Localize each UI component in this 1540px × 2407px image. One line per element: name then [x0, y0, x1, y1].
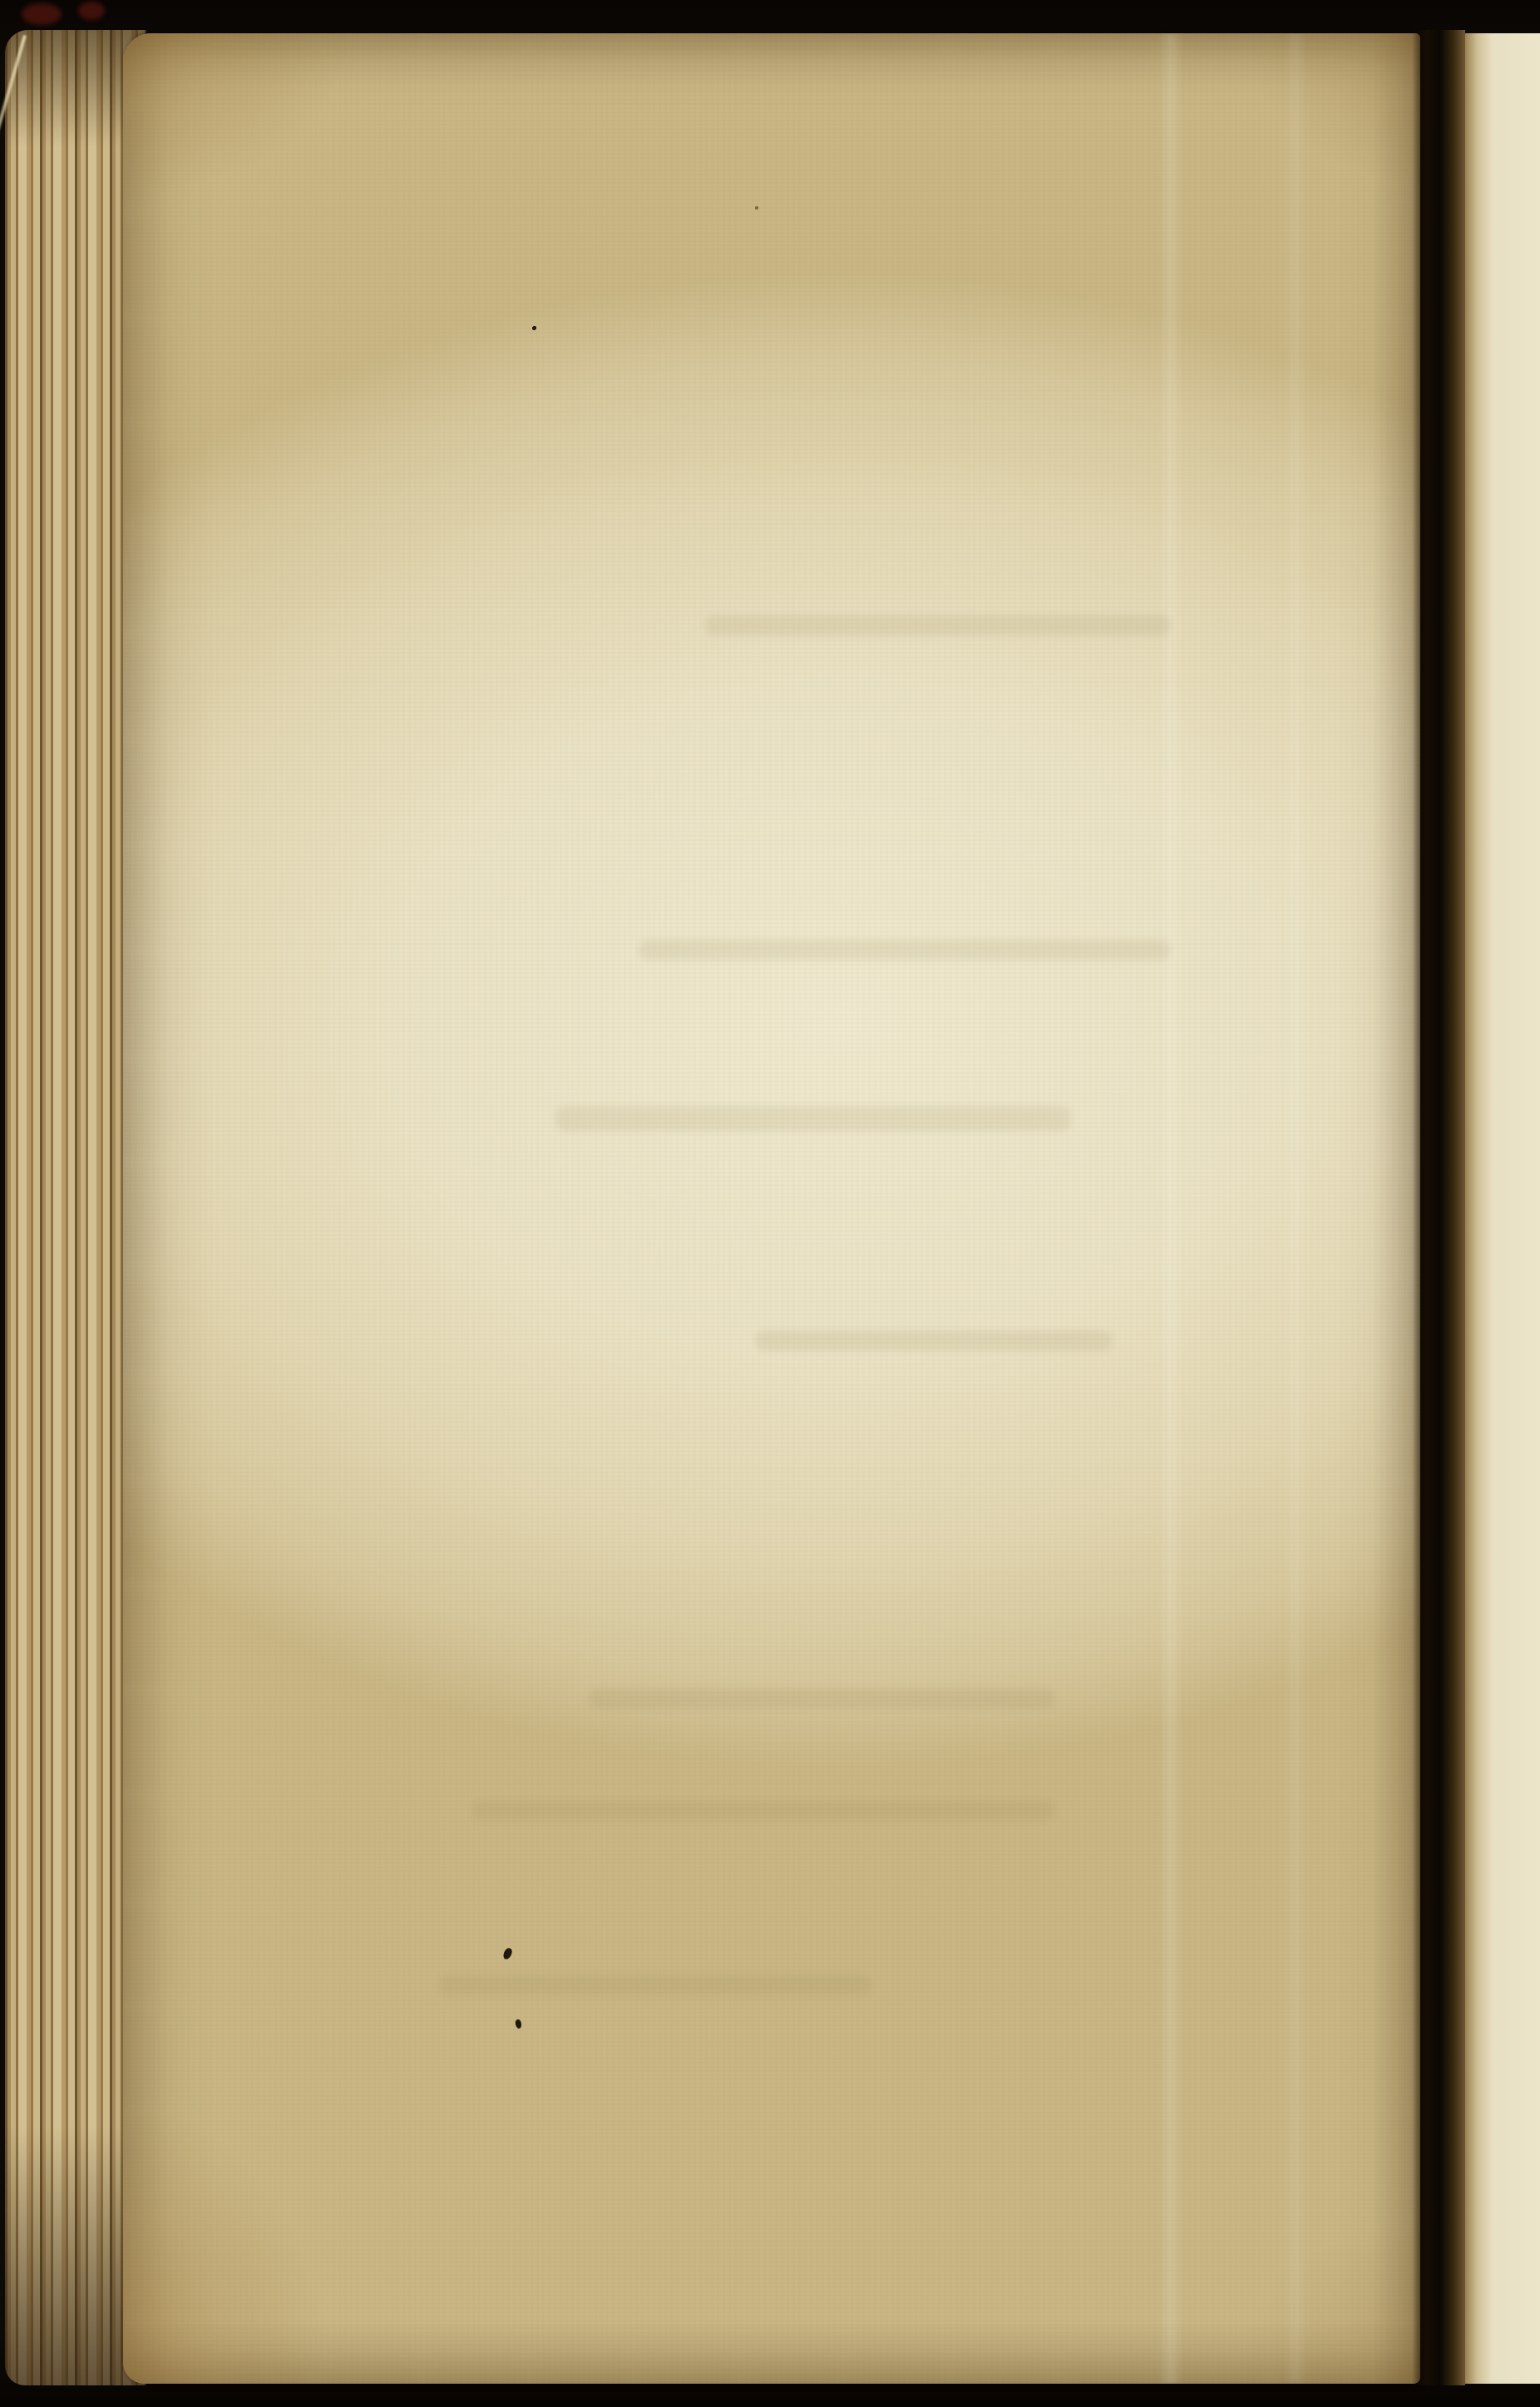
ink-showthrough: [589, 1688, 1054, 1708]
ink-speck: [532, 326, 536, 330]
ink-showthrough: [439, 1975, 871, 1995]
ink-speck: [515, 2019, 523, 2029]
ink-showthrough: [705, 615, 1171, 635]
ink-speck: [755, 206, 758, 210]
binding-mark: [22, 3, 62, 25]
paper-crease: [1158, 33, 1183, 2384]
document-page: [123, 33, 1420, 2384]
binding-mark: [78, 2, 105, 20]
ink-showthrough: [472, 1801, 1054, 1821]
ink-showthrough: [639, 940, 1171, 960]
paper-crease: [1283, 33, 1308, 2384]
ink-speck: [502, 1947, 513, 1960]
book-gutter-shadow: [1412, 30, 1465, 2385]
facing-page-sliver: [1465, 33, 1540, 2384]
ink-showthrough: [755, 1331, 1113, 1351]
ink-showthrough: [555, 1106, 1071, 1131]
